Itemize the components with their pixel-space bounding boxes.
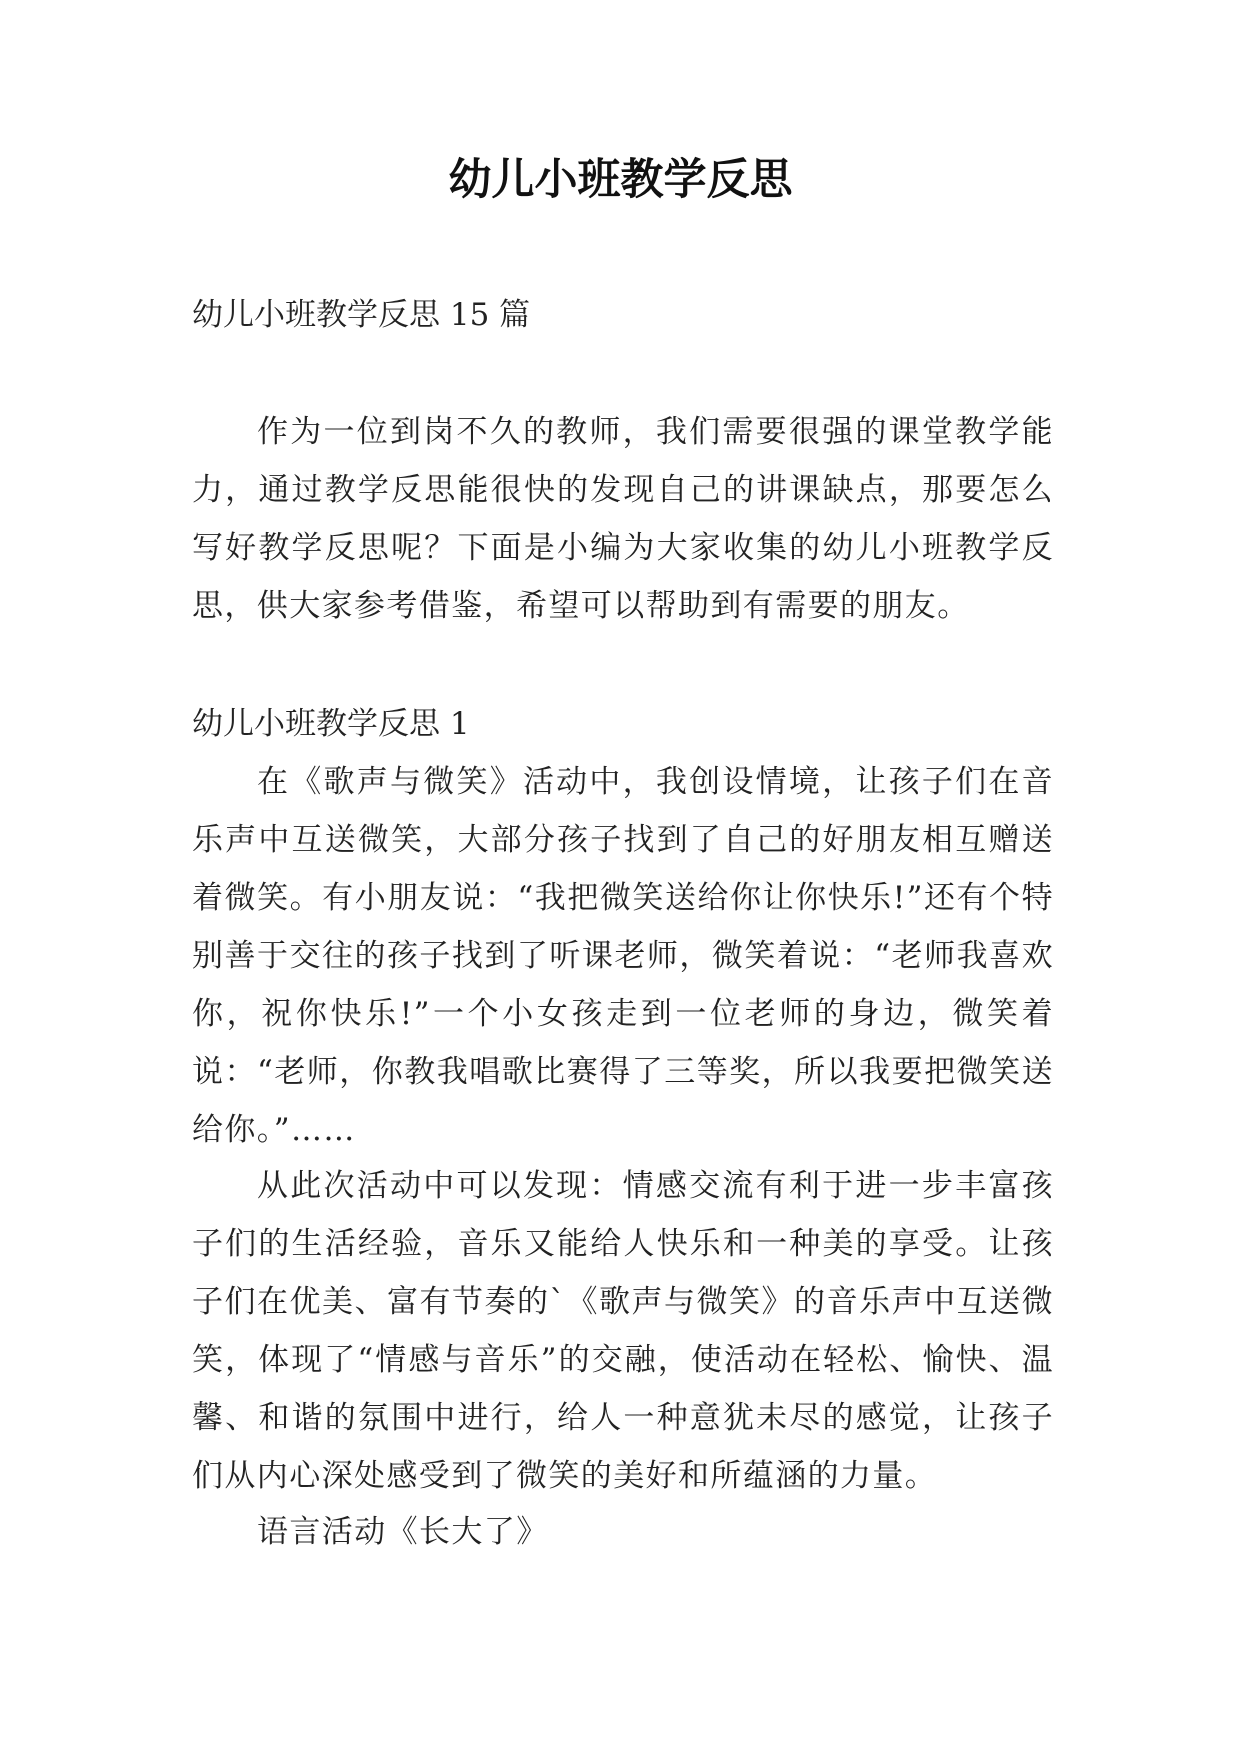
- intro-paragraph: 作为一位到岗不久的教师，我们需要很强的课堂教学能力，通过教学反思能很快的发现自己的讲课缺点，那要怎么写好教学反思呢？下面是小编为大家收集的幼儿小班教学反思，供大家参考借鉴，希望可以帮助到有需要的朋友。: [192, 414, 1054, 624]
- body-paragraph: 从此次活动中可以发现：情感交流有利于进一步丰富孩子们的生活经验，音乐又能给人快乐和一种美的享受。让孩子们在优美、富有节奏的`《歌声与微笑》的音乐声中互送微笑，体现了“情感与音乐”的交融，使活动在轻松、愉快、温馨、和谐的氛围中进行，给人一种意犹未尽的感觉，让孩子们从内心深处感受到了微笑的美好和所蕴涵的力量。: [192, 1168, 1054, 1494]
- document-subtitle: 幼儿小班教学反思 15 篇: [192, 297, 531, 333]
- section-heading: 幼儿小班教学反思 1: [192, 706, 470, 742]
- body-paragraph: 语言活动《长大了》: [257, 1514, 549, 1550]
- document-title: 幼儿小班教学反思: [448, 155, 793, 205]
- body-paragraph: 在《歌声与微笑》活动中，我创设情境，让孩子们在音乐声中互送微笑，大部分孩子找到了自己的好朋友相互赠送着微笑。有小朋友说：“我把微笑送给你让你快乐!”还有个特别善于交往的孩子找到了听课老师，微笑着说：“老师我喜欢你，祝你快乐!”一个小女孩走到一位老师的身边，微笑着说：“老师，你教我唱歌比赛得了三等奖，所以我要把微笑送给你。”……: [192, 764, 1054, 1148]
